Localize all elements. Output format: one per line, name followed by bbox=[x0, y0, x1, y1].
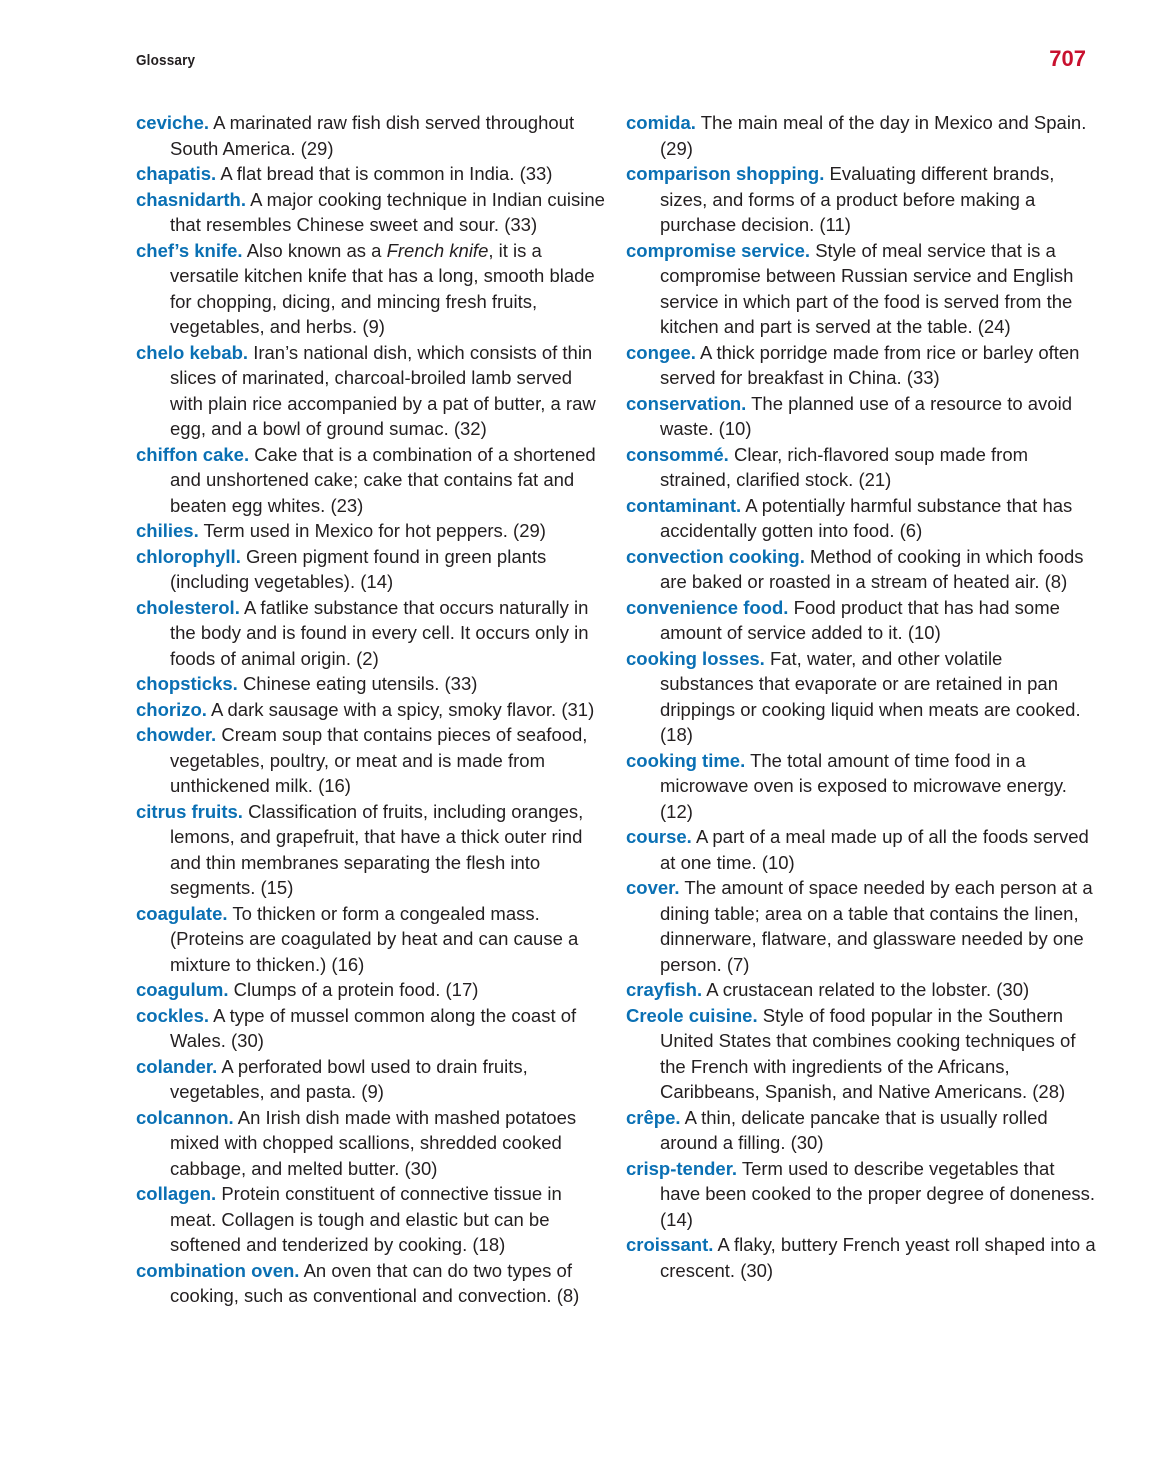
glossary-term: coagulate. bbox=[136, 902, 228, 924]
glossary-entry bbox=[136, 544, 606, 595]
glossary-definition bbox=[660, 1107, 1048, 1154]
glossary-column-left bbox=[136, 110, 606, 1309]
glossary-term: congee. bbox=[626, 341, 696, 363]
glossary-term: conservation. bbox=[626, 392, 747, 414]
glossary-term: chasnidarth. bbox=[136, 188, 246, 210]
glossary-entry bbox=[626, 1156, 1096, 1233]
glossary-entry bbox=[626, 1003, 1096, 1105]
definition-text: Style of food popular in the Southern United States that combines cooking techniques of the French with ingredients of the Africans, Caribbeans, Spanish, and Native Americans. (28) bbox=[660, 1004, 1076, 1102]
glossary-term: cover. bbox=[626, 877, 680, 898]
glossary-entry bbox=[626, 1105, 1096, 1156]
definition-text: , it is a versatile kitchen knife that has a long, smooth blade for chopping, dicing, and mincing fresh fruits, vegetables, and herbs. (9) bbox=[170, 239, 595, 337]
glossary-entry bbox=[626, 340, 1096, 391]
glossary-definition bbox=[706, 979, 1029, 1000]
glossary-entry bbox=[136, 340, 606, 442]
glossary-entry bbox=[626, 824, 1096, 875]
section-label: Glossary bbox=[136, 52, 196, 69]
glossary-entry bbox=[136, 442, 606, 519]
definition-text: To thicken or form a congealed mass. (Proteins are coagulated by heat and can cause a mixture to thicken.) (16) bbox=[170, 902, 579, 975]
definition-text: A perforated bowl used to drain fruits, vegetables, and pasta. (9) bbox=[170, 1055, 528, 1102]
definition-text: Term used in Mexico for hot peppers. (29) bbox=[203, 520, 546, 541]
glossary-term: chapatis. bbox=[136, 163, 217, 184]
glossary-entry bbox=[136, 518, 606, 544]
glossary-term: convenience food. bbox=[626, 596, 789, 618]
glossary-term: comida. bbox=[626, 112, 696, 133]
glossary-term: crayfish. bbox=[626, 979, 703, 1000]
definition-text: Green pigment found in green plants (including vegetables). (14) bbox=[170, 545, 547, 592]
glossary-entry bbox=[626, 748, 1096, 825]
definition-text: A dark sausage with a spicy, smoky flavor. (31) bbox=[211, 698, 595, 720]
glossary-entry bbox=[136, 697, 606, 723]
glossary-definition bbox=[660, 1234, 1096, 1281]
definition-text: A flaky, buttery French yeast roll shaped into a crescent. (30) bbox=[660, 1234, 1096, 1281]
definition-text: A marinated raw fish dish served throughout South America. (29) bbox=[170, 112, 575, 159]
glossary-term: convection cooking. bbox=[626, 545, 805, 567]
glossary-definition bbox=[170, 1005, 576, 1052]
glossary-term: Creole cuisine. bbox=[626, 1004, 758, 1026]
glossary-entry bbox=[136, 1105, 606, 1182]
glossary-term: chowder. bbox=[136, 724, 217, 745]
glossary-term: combination oven. bbox=[136, 1259, 300, 1281]
glossary-term: chelo kebab. bbox=[136, 341, 249, 363]
glossary-term: consommé. bbox=[626, 443, 729, 465]
definition-text: A crustacean related to the lobster. (30) bbox=[706, 979, 1030, 1000]
glossary-term: cockles. bbox=[136, 1004, 210, 1026]
glossary-definition bbox=[660, 877, 1093, 975]
definition-text: The amount of space needed by each person at a dining table; area on a table that contains the linen, dinnerware, flatware, and glassware needed by one person. (7) bbox=[660, 877, 1093, 975]
glossary-entry bbox=[136, 1054, 606, 1105]
definition-text: A part of a meal made up of all the foods served at one time. (10) bbox=[660, 826, 1089, 873]
definition-text: Also known as a bbox=[246, 239, 382, 261]
definition-text: A potentially harmful substance that has accidentally gotten into food. (6) bbox=[660, 494, 1073, 541]
glossary-term: collagen. bbox=[136, 1183, 217, 1204]
glossary-term: coagulum. bbox=[136, 979, 229, 1000]
glossary-entry bbox=[136, 238, 606, 340]
glossary-entry bbox=[626, 544, 1096, 595]
glossary-entry bbox=[136, 1181, 606, 1258]
glossary-entry bbox=[136, 1003, 606, 1054]
glossary-term: croissant. bbox=[626, 1234, 714, 1255]
definition-text: The total amount of time food in a microwave oven is exposed to microwave energy. (12) bbox=[660, 749, 1067, 822]
definition-text: A thick porridge made from rice or barley often served for breakfast in China. (33) bbox=[660, 341, 1080, 388]
definition-text: Iran’s national dish, which consists of thin slices of marinated, charcoal-broiled lamb served with plain rice accompanied by a pat of butter, a raw egg, and a bowl of ground sumac. (32) bbox=[170, 341, 596, 439]
glossary-entry bbox=[136, 595, 606, 672]
definition-text: Cake that is a combination of a shortened and unshortened cake; cake that contains fat and beaten egg whites. (23) bbox=[170, 443, 596, 516]
glossary-term: chopsticks. bbox=[136, 673, 238, 694]
glossary-entry bbox=[626, 646, 1096, 748]
glossary-entry bbox=[136, 187, 606, 238]
glossary-entry bbox=[626, 493, 1096, 544]
glossary-definition bbox=[660, 826, 1089, 873]
definition-text: Clumps of a protein food. (17) bbox=[233, 979, 479, 1000]
glossary-term: colander. bbox=[136, 1055, 218, 1077]
glossary-term: chorizo. bbox=[136, 698, 207, 720]
glossary-definition bbox=[170, 903, 578, 975]
glossary-entry bbox=[136, 722, 606, 799]
glossary-definition bbox=[243, 673, 477, 694]
glossary-entry bbox=[136, 901, 606, 978]
glossary-entry bbox=[626, 595, 1096, 646]
glossary-entry bbox=[626, 110, 1096, 161]
definition-text: Protein constituent of connective tissue in meat. Collagen is tough and elastic but can be softened and tenderized by cooking. (18) bbox=[170, 1183, 562, 1255]
glossary-definition bbox=[211, 699, 594, 720]
glossary-entry bbox=[626, 238, 1096, 340]
glossary-term: ceviche. bbox=[136, 112, 210, 133]
glossary-entry bbox=[626, 161, 1096, 238]
definition-text: A major cooking technique in Indian cuisine that resembles Chinese sweet and sour. (33) bbox=[170, 188, 605, 235]
glossary-entry bbox=[136, 977, 606, 1003]
definition-text: A fatlike substance that occurs naturally in the body and is found in every cell. It occurs only in foods of animal origin. (2) bbox=[170, 596, 589, 669]
glossary-entry bbox=[136, 161, 606, 187]
glossary-term: crêpe. bbox=[626, 1106, 681, 1128]
definition-text: An oven that can do two types of cooking, such as conventional and convection. (8) bbox=[170, 1259, 580, 1306]
definition-text: Evaluating different brands, sizes, and forms of a product before making a purchase decision. (11) bbox=[660, 163, 1055, 235]
glossary-definition bbox=[170, 1056, 528, 1103]
glossary-definition bbox=[204, 520, 546, 541]
glossary-definition bbox=[660, 112, 1086, 159]
glossary-entry bbox=[136, 799, 606, 901]
glossary-entry bbox=[136, 671, 606, 697]
glossary-entry bbox=[626, 391, 1096, 442]
definition-text: Fat, water, and other volatile substances that evaporate or are retained in pan drippings or cooking liquid when meats are cooked. (18) bbox=[660, 647, 1081, 745]
definition-text: Method of cooking in which foods are baked or roasted in a stream of heated air. (8) bbox=[660, 545, 1084, 592]
glossary-entry bbox=[626, 875, 1096, 977]
glossary-definition bbox=[170, 724, 587, 796]
glossary-term: cooking time. bbox=[626, 749, 746, 771]
glossary-term: contaminant. bbox=[626, 494, 742, 516]
glossary-term: chef’s knife. bbox=[136, 239, 243, 261]
glossary-term: chlorophyll. bbox=[136, 545, 241, 567]
glossary-definition bbox=[660, 342, 1079, 389]
definition-text: A type of mussel common along the coast of Wales. (30) bbox=[170, 1004, 577, 1051]
glossary-term: chiffon cake. bbox=[136, 443, 250, 465]
definition-text: An Irish dish made with mashed potatoes mixed with chopped scallions, shredded cooked cabbage, and melted butter. (30) bbox=[170, 1106, 577, 1179]
glossary-column-right bbox=[626, 110, 1096, 1283]
definition-text: Cream soup that contains pieces of seafood, vegetables, poultry, or meat and is made from unthickened milk. (16) bbox=[170, 724, 588, 796]
glossary-definition bbox=[234, 979, 479, 1000]
definition-text: Style of meal service that is a compromise between Russian service and English service in which part of the food is served from the kitchen and part is served at the table. (24) bbox=[660, 239, 1074, 337]
definition-text: Term used to describe vegetables that have been cooked to the proper degree of doneness. (14) bbox=[660, 1157, 1096, 1230]
glossary-definition bbox=[220, 163, 552, 184]
glossary-definition bbox=[170, 112, 574, 159]
glossary-term: chilies. bbox=[136, 520, 199, 541]
definition-text: A flat bread that is common in India. (33) bbox=[220, 163, 553, 184]
definition-text: Classification of fruits, including oranges, lemons, and grapefruit, that have a thick outer rind and thin membranes separating the flesh into segments. (15) bbox=[170, 800, 584, 898]
glossary-entry bbox=[626, 977, 1096, 1003]
page-number: 707 bbox=[1049, 46, 1086, 71]
definition-text: A thin, delicate pancake that is usually rolled around a filling. (30) bbox=[660, 1106, 1048, 1153]
definition-text: Chinese eating utensils. (33) bbox=[242, 673, 478, 694]
glossary-term: cooking losses. bbox=[626, 647, 765, 669]
glossary-term: citrus fruits. bbox=[136, 800, 243, 822]
definition-text: The planned use of a resource to avoid waste. (10) bbox=[660, 392, 1072, 439]
glossary-entry bbox=[626, 1232, 1096, 1283]
glossary-term: colcannon. bbox=[136, 1106, 234, 1128]
glossary-term: compromise service. bbox=[626, 239, 811, 261]
glossary-term: crisp-tender. bbox=[626, 1157, 738, 1179]
definition-emphasis: French knife bbox=[386, 239, 489, 261]
definition-text: Food product that has had some amount of service added to it. (10) bbox=[660, 596, 1060, 643]
glossary-definition bbox=[170, 1183, 562, 1255]
glossary-term: course. bbox=[626, 826, 692, 847]
glossary-entry bbox=[136, 1258, 606, 1309]
glossary-term: comparison shopping. bbox=[626, 163, 825, 184]
glossary-entry bbox=[136, 110, 606, 161]
definition-text: The main meal of the day in Mexico and Spain. (29) bbox=[660, 112, 1087, 159]
glossary-term: cholesterol. bbox=[136, 596, 240, 618]
definition-text: Clear, rich-flavored soup made from strained, clarified stock. (21) bbox=[660, 443, 1029, 490]
glossary-entry bbox=[626, 442, 1096, 493]
